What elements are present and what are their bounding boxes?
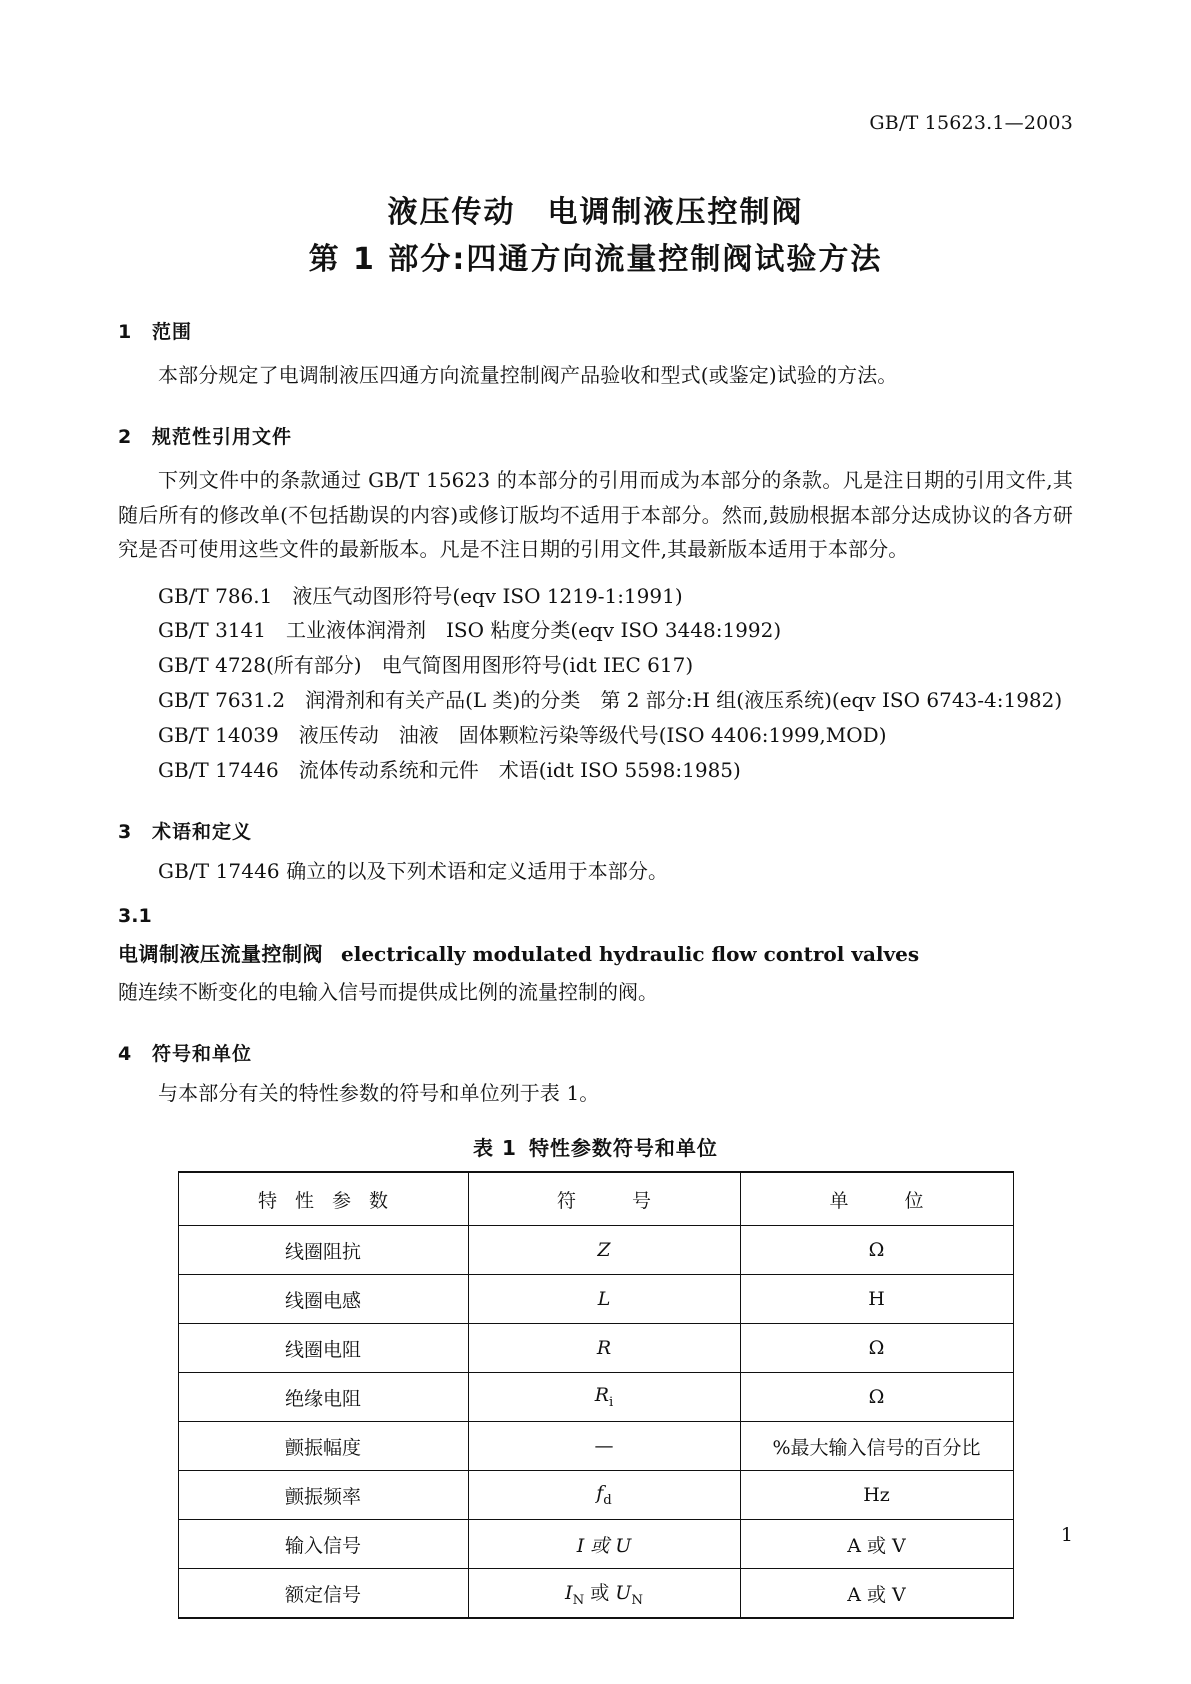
page-number: 1: [1060, 1524, 1073, 1546]
term-definition: 随连续不断变化的电输入信号而提供成比例的流量控制的阀。: [118, 979, 658, 1004]
symbols-and-units-table: [178, 1171, 1014, 1619]
table-body: [178, 1226, 1013, 1619]
clause-title-2: 规范性引用文件: [152, 426, 293, 449]
subclause-number-3-1: 3.1: [118, 904, 152, 927]
table-row: [178, 1373, 1013, 1422]
cell-symbol: —: [468, 1422, 740, 1471]
term-entry: [118, 937, 1073, 971]
cell-unit: %最大输入信号的百分比: [740, 1422, 1013, 1471]
cell-parameter: 输入信号: [178, 1520, 468, 1569]
reference-item: GB/T 14039 液压传动 油液 固体颗粒污染等级代号(ISO 4406:1999,MOD): [158, 722, 887, 747]
cell-parameter: 颤振幅度: [178, 1422, 468, 1471]
cell-unit: Ω: [740, 1226, 1013, 1275]
cell-unit: Ω: [740, 1324, 1013, 1373]
term-chinese: 电调制液压流量控制阀: [118, 941, 323, 966]
cell-parameter: 线圈阻抗: [178, 1226, 468, 1275]
reference-item: GB/T 786.1 液压气动图形符号(eqv ISO 1219-1:1991): [158, 583, 683, 608]
cell-symbol: I 或 U: [468, 1520, 740, 1569]
clause-number-1: 1: [118, 321, 133, 343]
cell-unit: A 或 V: [740, 1520, 1013, 1569]
normative-reference-list: [118, 579, 1073, 788]
column-header-unit: 单 位: [740, 1172, 1013, 1226]
cell-parameter: 额定信号: [178, 1569, 468, 1619]
document-body: [118, 190, 1073, 1619]
clause-title-1: 范围: [152, 321, 193, 343]
table-row: [178, 1520, 1013, 1569]
cell-symbol: $I_N$ 或 $U_N$: [468, 1569, 740, 1619]
cell-symbol: L: [468, 1275, 740, 1324]
clause-number-2: 2: [118, 426, 133, 449]
reference-item: GB/T 7631.2 润滑剂和有关产品(L 类)的分类 第 2 部分:H 组(液压系统)(eqv ISO 6743-4:1982): [158, 687, 1063, 712]
clause-title-4: 符号和单位: [152, 1042, 253, 1065]
clause-heading-1: [118, 317, 1073, 344]
title-line-2: 第 1 部分:四通方向流量控制阀试验方法: [308, 241, 883, 277]
table-header-row: [178, 1172, 1013, 1226]
cell-parameter: 线圈电阻: [178, 1324, 468, 1373]
column-header-parameter: 特 性 参 数: [178, 1172, 468, 1226]
clause-1-paragraph: 本部分规定了电调制液压四通方向流量控制阀产品验收和型式(或鉴定)试验的方法。: [158, 363, 898, 387]
table-caption-text: 特性参数符号和单位: [528, 1136, 718, 1161]
cell-parameter: 线圈电感: [178, 1275, 468, 1324]
cell-unit: Ω: [740, 1373, 1013, 1422]
cell-unit: H: [740, 1275, 1013, 1324]
cell-symbol: $f_d$: [468, 1471, 740, 1520]
cell-parameter: 绝缘电阻: [178, 1373, 468, 1422]
cell-symbol: R: [468, 1324, 740, 1373]
title-line-1: 液压传动 电调制液压控制阀: [387, 195, 804, 230]
standard-number: GB/T 15623.1—2003: [869, 112, 1073, 134]
clause-heading-4: [118, 1039, 1073, 1066]
cell-unit: A 或 V: [740, 1569, 1013, 1619]
table-row: [178, 1422, 1013, 1471]
page-title: [118, 190, 1073, 287]
clause-number-3: 3: [118, 821, 133, 844]
reference-item: GB/T 3141 工业液体润滑剂 ISO 粘度分类(eqv ISO 3448:1992): [158, 618, 782, 643]
running-head: [869, 112, 1073, 134]
column-header-symbol: 符 号: [468, 1172, 740, 1226]
table-row: [178, 1324, 1013, 1373]
clause-number-4: 4: [118, 1042, 133, 1065]
clause-title-3: 术语和定义: [152, 821, 253, 844]
clause-4-paragraph: 与本部分有关的特性参数的符号和单位列于表 1。: [158, 1080, 600, 1105]
table-caption-number: 表 1: [473, 1136, 517, 1161]
clause-3-paragraph: GB/T 17446 确立的以及下列术语和定义适用于本部分。: [158, 859, 669, 884]
cell-parameter: 颤振频率: [178, 1471, 468, 1520]
term-english: electrically modulated hydraulic flow control valves: [341, 941, 920, 966]
table-row: [178, 1471, 1013, 1520]
reference-item: GB/T 4728(所有部分) 电气简图用图形符号(idt IEC 617): [158, 653, 694, 678]
cell-symbol: $R_i$: [468, 1373, 740, 1422]
cell-unit: Hz: [740, 1471, 1013, 1520]
table-row: [178, 1275, 1013, 1324]
table-row: [178, 1569, 1013, 1619]
table-caption: [118, 1132, 1073, 1161]
clause-heading-2: [118, 422, 1073, 449]
table-row: [178, 1226, 1013, 1275]
clause-heading-3: [118, 817, 1073, 844]
reference-item: GB/T 17446 流体传动系统和元件 术语(idt ISO 5598:1985): [158, 757, 741, 782]
clause-2-paragraph: 下列文件中的条款通过 GB/T 15623 的本部分的引用而成为本部分的条款。凡是注日期的引用文件,其随后所有的修改单(不包括勘误的内容)或修订版均不适用于本部分。然而,鼓励根据本部分达成协议的各方研究是否可使用这些文件的最新版本。凡是不注日期的引用文件,其最新版本适用于本部分。: [118, 468, 1073, 562]
cell-symbol: Z: [468, 1226, 740, 1275]
